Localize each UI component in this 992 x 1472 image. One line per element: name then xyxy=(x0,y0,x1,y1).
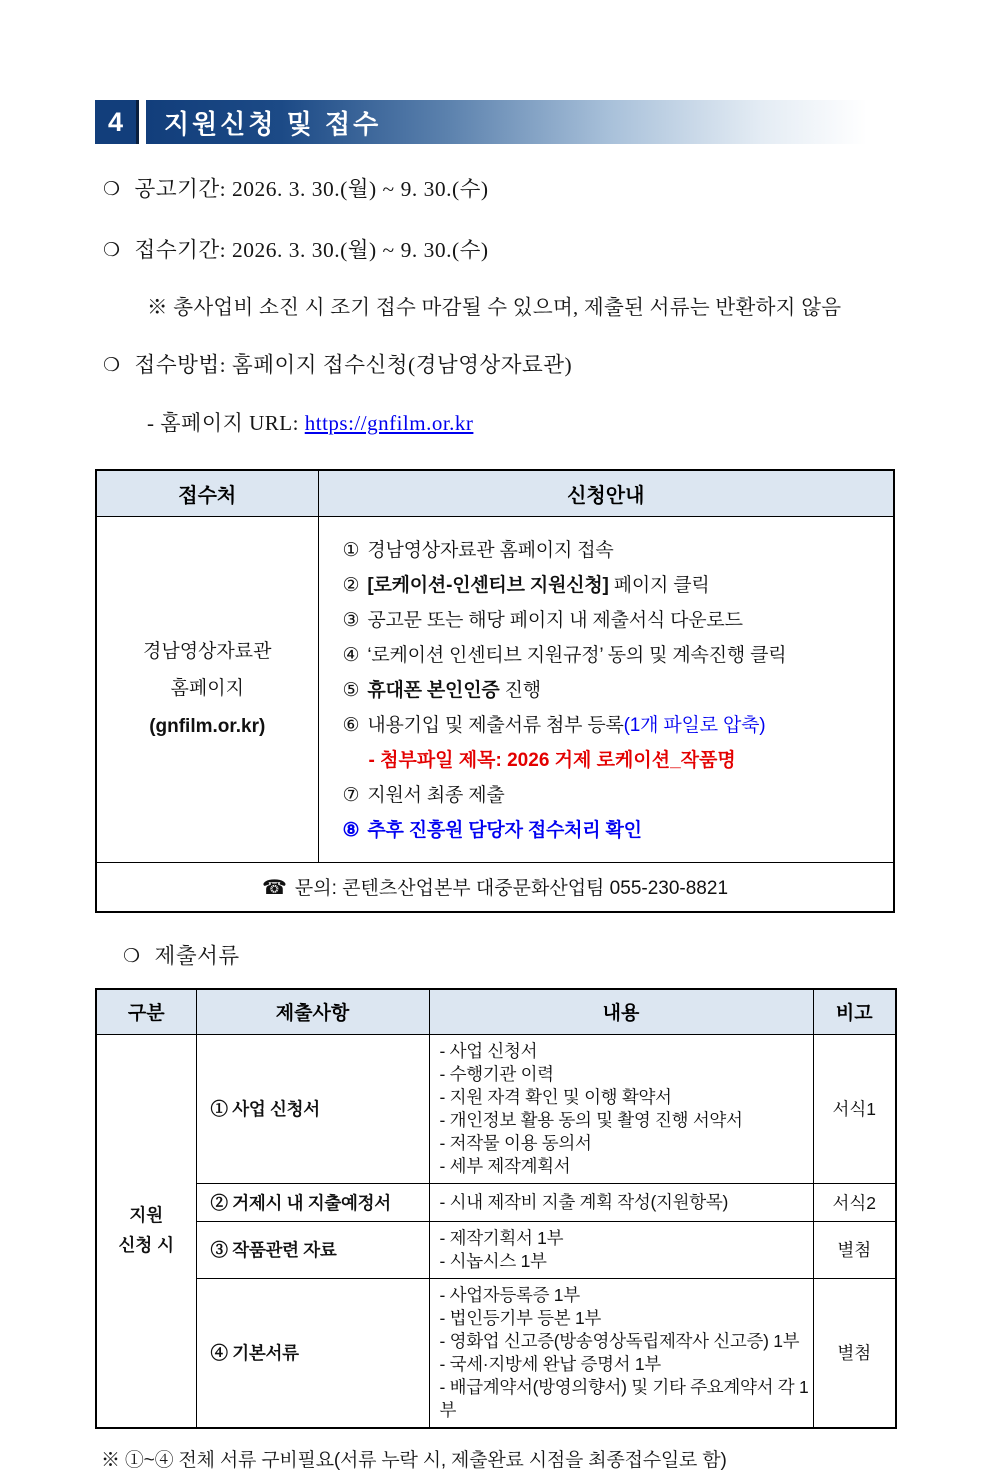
content-line: - 지원 자격 확인 및 이행 확약서 xyxy=(439,1086,672,1107)
step-number: ⑥ xyxy=(342,714,360,736)
step-5 xyxy=(343,673,884,708)
group-header: 구분 xyxy=(96,989,196,1034)
step-number: ③ xyxy=(342,609,360,631)
table-row xyxy=(96,1034,896,1183)
content-line: - 영화업 신고증(방송영상독립제작사 신고증) 1부 xyxy=(439,1330,800,1351)
step-text: 내용기입 및 제출서류 첨부 등록 xyxy=(367,714,624,736)
contact-row xyxy=(96,862,894,912)
step-7 xyxy=(343,778,884,813)
reception-period-text: 접수기간: 2026. 3. 30.(월) ~ 9. 30.(수) xyxy=(134,238,489,262)
step-text: ‘로케이션 인센티브 지원규정’ 동의 및 계속진행 클릭 xyxy=(367,644,787,666)
group-cell xyxy=(96,1034,196,1428)
content-line: - 사업 신청서 xyxy=(439,1040,538,1061)
circle-bullet-icon: ❍ xyxy=(103,179,121,200)
step-number: ⑧ xyxy=(342,819,360,841)
note-cell: 별첨 xyxy=(813,1221,896,1278)
table-row xyxy=(96,1221,896,1278)
table-header-row xyxy=(96,989,896,1034)
content-cell xyxy=(429,1278,813,1428)
step-3 xyxy=(343,603,884,638)
step-4 xyxy=(343,638,884,673)
step-6 xyxy=(343,708,884,743)
documents-label-text: 제출서류 xyxy=(154,944,240,968)
content-header: 내용 xyxy=(429,989,813,1034)
step-text-bold: [로케이션-인센티브 지원신청] xyxy=(367,574,609,596)
method-line xyxy=(103,348,897,379)
step-text: 지원서 최종 제출 xyxy=(367,784,505,806)
circle-bullet-icon: ❍ xyxy=(103,240,121,261)
content-line: - 시놉시스 1부 xyxy=(439,1250,547,1271)
homepage-url-line xyxy=(147,407,897,437)
caution-note: ※ 총사업비 소진 시 조기 접수 마감될 수 있으며, 제출된 서류는 반환하지 않음 xyxy=(147,297,842,319)
step-text: 경남영상자료관 홈페이지 접속 xyxy=(367,539,614,561)
circle-bullet-icon: ❍ xyxy=(123,946,141,967)
step-number: ⑦ xyxy=(342,784,360,806)
content-line: - 국세·지방세 완납 증명서 1부 xyxy=(439,1353,661,1374)
note-cell: 서식2 xyxy=(813,1183,896,1221)
step-text: 페이지 클릭 xyxy=(608,574,710,596)
reception-period-line xyxy=(103,233,897,264)
item-header: 제출사항 xyxy=(196,989,429,1034)
note-cell: 별첨 xyxy=(813,1278,896,1428)
office-line3: (gnfilm.or.kr) xyxy=(149,715,266,737)
item-cell: ④ 기본서류 xyxy=(196,1278,429,1428)
content-line: - 시내 제작비 지출 계획 작성(지원항목) xyxy=(439,1191,728,1212)
homepage-link[interactable]: https://gnfilm.or.kr xyxy=(304,411,474,435)
office-header: 접수처 xyxy=(96,470,318,516)
documents-table xyxy=(95,988,897,1429)
application-steps xyxy=(318,516,894,862)
method-text: 접수방법: 홈페이지 접수신청(경남영상자료관) xyxy=(134,353,573,377)
content-cell xyxy=(429,1183,813,1221)
step-8 xyxy=(343,813,884,848)
content-line: - 저작물 이용 동의서 xyxy=(439,1132,592,1153)
content-cell xyxy=(429,1221,813,1278)
content-line: - 법인등기부 등본 1부 xyxy=(439,1307,601,1328)
group-line2: 신청 시 xyxy=(118,1234,175,1255)
step-number: ④ xyxy=(342,644,360,666)
item-cell: ① 사업 신청서 xyxy=(196,1034,429,1183)
step-text: 공고문 또는 해당 페이지 내 제출서식 다운로드 xyxy=(367,609,743,631)
step-text: 추후 진흥원 담당자 접수처리 확인 xyxy=(367,819,642,841)
section-header xyxy=(95,100,897,144)
content-line: - 세부 제작계획서 xyxy=(439,1155,571,1176)
notice-period-line xyxy=(103,172,897,203)
office-line1: 경남영상자료관 xyxy=(143,641,272,663)
item-cell: ③ 작품관련 자료 xyxy=(196,1221,429,1278)
section-title: 지원신청 및 접수 xyxy=(146,100,897,144)
circle-bullet-icon: ❍ xyxy=(103,355,121,376)
table-header-row xyxy=(96,470,894,516)
office-line2: 홈페이지 xyxy=(170,678,244,700)
attachment-filename-note: - 첨부파일 제목: 2026 거제 로케이션_작품명 xyxy=(368,749,736,771)
notice-period-text: 공고기간: 2026. 3. 30.(월) ~ 9. 30.(수) xyxy=(134,177,489,201)
content-line: - 배급계약서(방영의향서) 및 기타 주요계약서 각 1부 xyxy=(439,1376,809,1420)
step-1 xyxy=(343,533,884,568)
item-cell: ② 거제시 내 지출예정서 xyxy=(196,1183,429,1221)
table-row xyxy=(96,1183,896,1221)
table-row xyxy=(96,1278,896,1428)
guide-header: 신청안내 xyxy=(318,470,894,516)
content-cell xyxy=(429,1034,813,1183)
step-number: ① xyxy=(342,539,360,561)
content-line: - 사업자등록증 1부 xyxy=(439,1284,580,1305)
documents-section-label xyxy=(123,939,897,970)
content-line: - 수행기관 이력 xyxy=(439,1063,554,1084)
table-body-row xyxy=(96,516,894,862)
step-2 xyxy=(343,568,884,603)
group-line1: 지원 xyxy=(129,1204,164,1225)
content-line: - 개인정보 활용 동의 및 촬영 진행 서약서 xyxy=(439,1109,743,1130)
url-prefix: - 홈페이지 URL: xyxy=(147,411,305,435)
contact-text: 문의: 콘텐츠산업본부 대중문화산업팀 055-230-8821 xyxy=(294,878,729,900)
note-header: 비고 xyxy=(813,989,896,1034)
phone-icon: ☎ xyxy=(261,877,287,900)
step-text-bold: 휴대폰 본인인증 xyxy=(367,679,500,701)
completeness-note: ※ ①~④ 전체 서류 구비필요(서류 누락 시, 제출완료 시점을 최종접수일로 함) xyxy=(101,1449,727,1471)
step-text: 진행 xyxy=(499,679,541,701)
step-number: ② xyxy=(342,574,360,596)
section-number-badge: 4 xyxy=(95,100,139,144)
office-cell xyxy=(96,516,318,862)
note-cell: 서식1 xyxy=(813,1034,896,1183)
content-line: - 제작기획서 1부 xyxy=(439,1227,564,1248)
step-text-blue: (1개 파일로 압축) xyxy=(623,714,766,736)
step-number: ⑤ xyxy=(342,679,360,701)
contact-cell xyxy=(96,862,894,912)
reception-guide-table xyxy=(95,469,895,913)
